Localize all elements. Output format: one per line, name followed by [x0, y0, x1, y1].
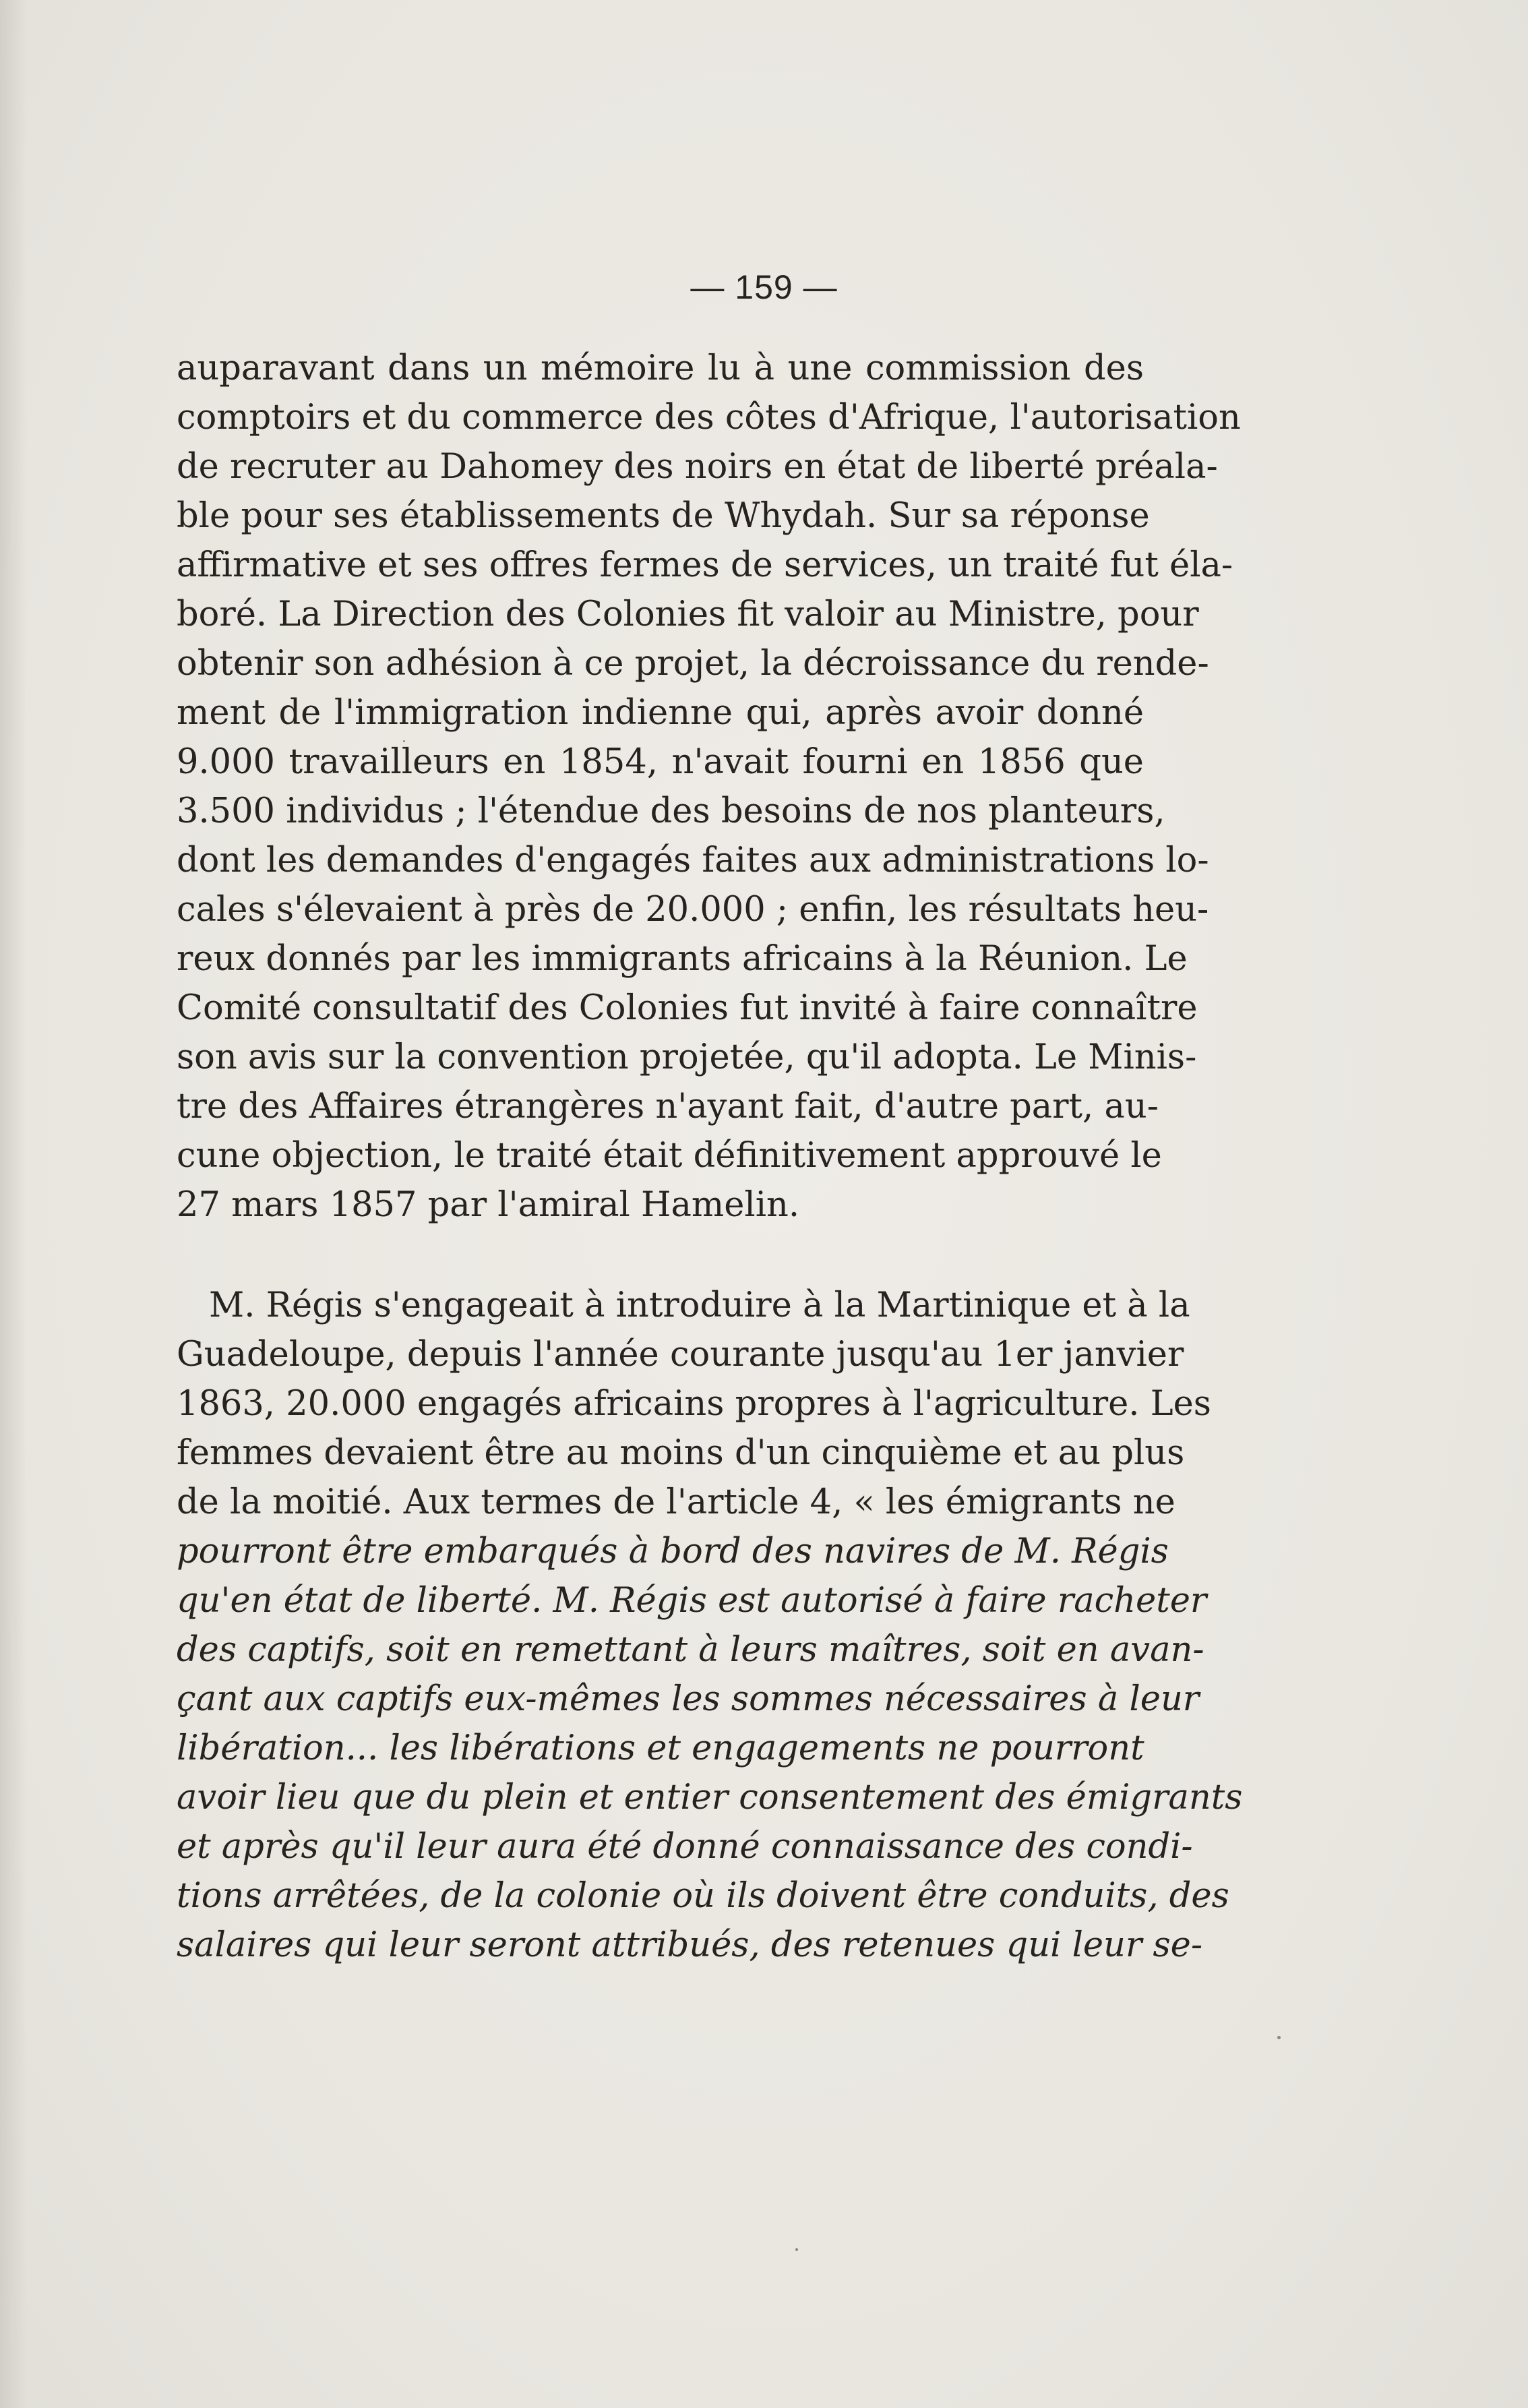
text-line: 9.000 travailleurs en 1854, n'avait fourni en 1856 que: [177, 742, 1144, 782]
quoted-text-line: et après qu'il leur aura été donné connaissance des condi-: [177, 1827, 1193, 1867]
text-line: Guadeloupe, depuis l'année courante jusqu'au 1er janvier: [177, 1335, 1184, 1375]
paper-speck: [795, 2248, 798, 2251]
page-number: — 159 —: [690, 268, 838, 306]
text-line: 1863, 20.000 engagés africains propres à l'agriculture. Les: [177, 1384, 1211, 1424]
text-line: 3.500 individus ; l'étendue des besoins de nos planteurs,: [177, 791, 1165, 831]
text-line: auparavant dans un mémoire lu à une commission des: [177, 349, 1144, 388]
text-line: tre des Affaires étrangères n'ayant fait, d'autre part, au-: [177, 1087, 1159, 1126]
text-line: cales s'élevaient à près de 20.000 ; enfin, les résultats heu-: [177, 890, 1209, 930]
text-line: femmes devaient être au moins d'un cinquième et au plus: [177, 1433, 1185, 1473]
text-line: 27 mars 1857 par l'amiral Hamelin.: [177, 1185, 800, 1225]
quoted-text-line: avoir lieu que du plein et entier consentement des émigrants: [177, 1778, 1243, 1817]
paragraph-2: [177, 1281, 1243, 1970]
paper-speck: [403, 740, 405, 742]
text-line: ment de l'immigration indienne qui, après avoir donné: [177, 693, 1144, 733]
text-line: comptoirs et du commerce des côtes d'Afrique, l'autorisation: [177, 398, 1241, 438]
quoted-text-line: pourront être embarqués à bord des navires de M. Régis: [177, 1532, 1169, 1571]
text-line: reux donnés par les immigrants africains à la Réunion. Le: [177, 939, 1188, 979]
text-line: ble pour ses établissements de Whydah. Sur sa réponse: [177, 496, 1150, 536]
text-line: obtenir son adhésion à ce projet, la décroissance du rende-: [177, 644, 1209, 684]
text-line: boré. La Direction des Colonies fit valoir au Ministre, pour: [177, 595, 1199, 634]
page-gutter-shadow: [0, 0, 27, 2408]
text-line: son avis sur la convention projetée, qu'il adopta. Le Minis-: [177, 1037, 1197, 1077]
quoted-text-line: des captifs, soit en remettant à leurs maîtres, soit en avan-: [177, 1630, 1204, 1670]
paragraph-1: [177, 344, 1241, 1230]
quoted-text-line: libération... les libérations et engagements ne pourront: [177, 1728, 1144, 1768]
text-line: M. Régis s'engageait à introduire à la Martinique et à la: [209, 1286, 1190, 1325]
text-line: affirmative et ses offres fermes de services, un traité fut éla-: [177, 545, 1233, 585]
quoted-text-line: qu'en état de liberté. M. Régis est autorisé à faire racheter: [177, 1581, 1207, 1621]
text-line: de la moitié. Aux termes de l'article 4, « les émigrants ne: [177, 1482, 1175, 1522]
text-line: Comité consultatif des Colonies fut invité à faire connaître: [177, 988, 1198, 1028]
text-line: de recruter au Dahomey des noirs en état de liberté préala-: [177, 447, 1218, 487]
paper-speck: [1277, 2036, 1281, 2039]
text-line: cune objection, le traité était définitivement approuvé le: [177, 1136, 1162, 1176]
quoted-text-line: salaires qui leur seront attribués, des retenues qui leur se-: [177, 1925, 1203, 1965]
quoted-text-line: tions arrêtées, de la colonie où ils doivent être conduits, des: [177, 1876, 1229, 1916]
text-line: dont les demandes d'engagés faites aux administrations lo-: [177, 841, 1209, 880]
quoted-text-line: çant aux captifs eux-mêmes les sommes nécessaires à leur: [177, 1679, 1200, 1719]
